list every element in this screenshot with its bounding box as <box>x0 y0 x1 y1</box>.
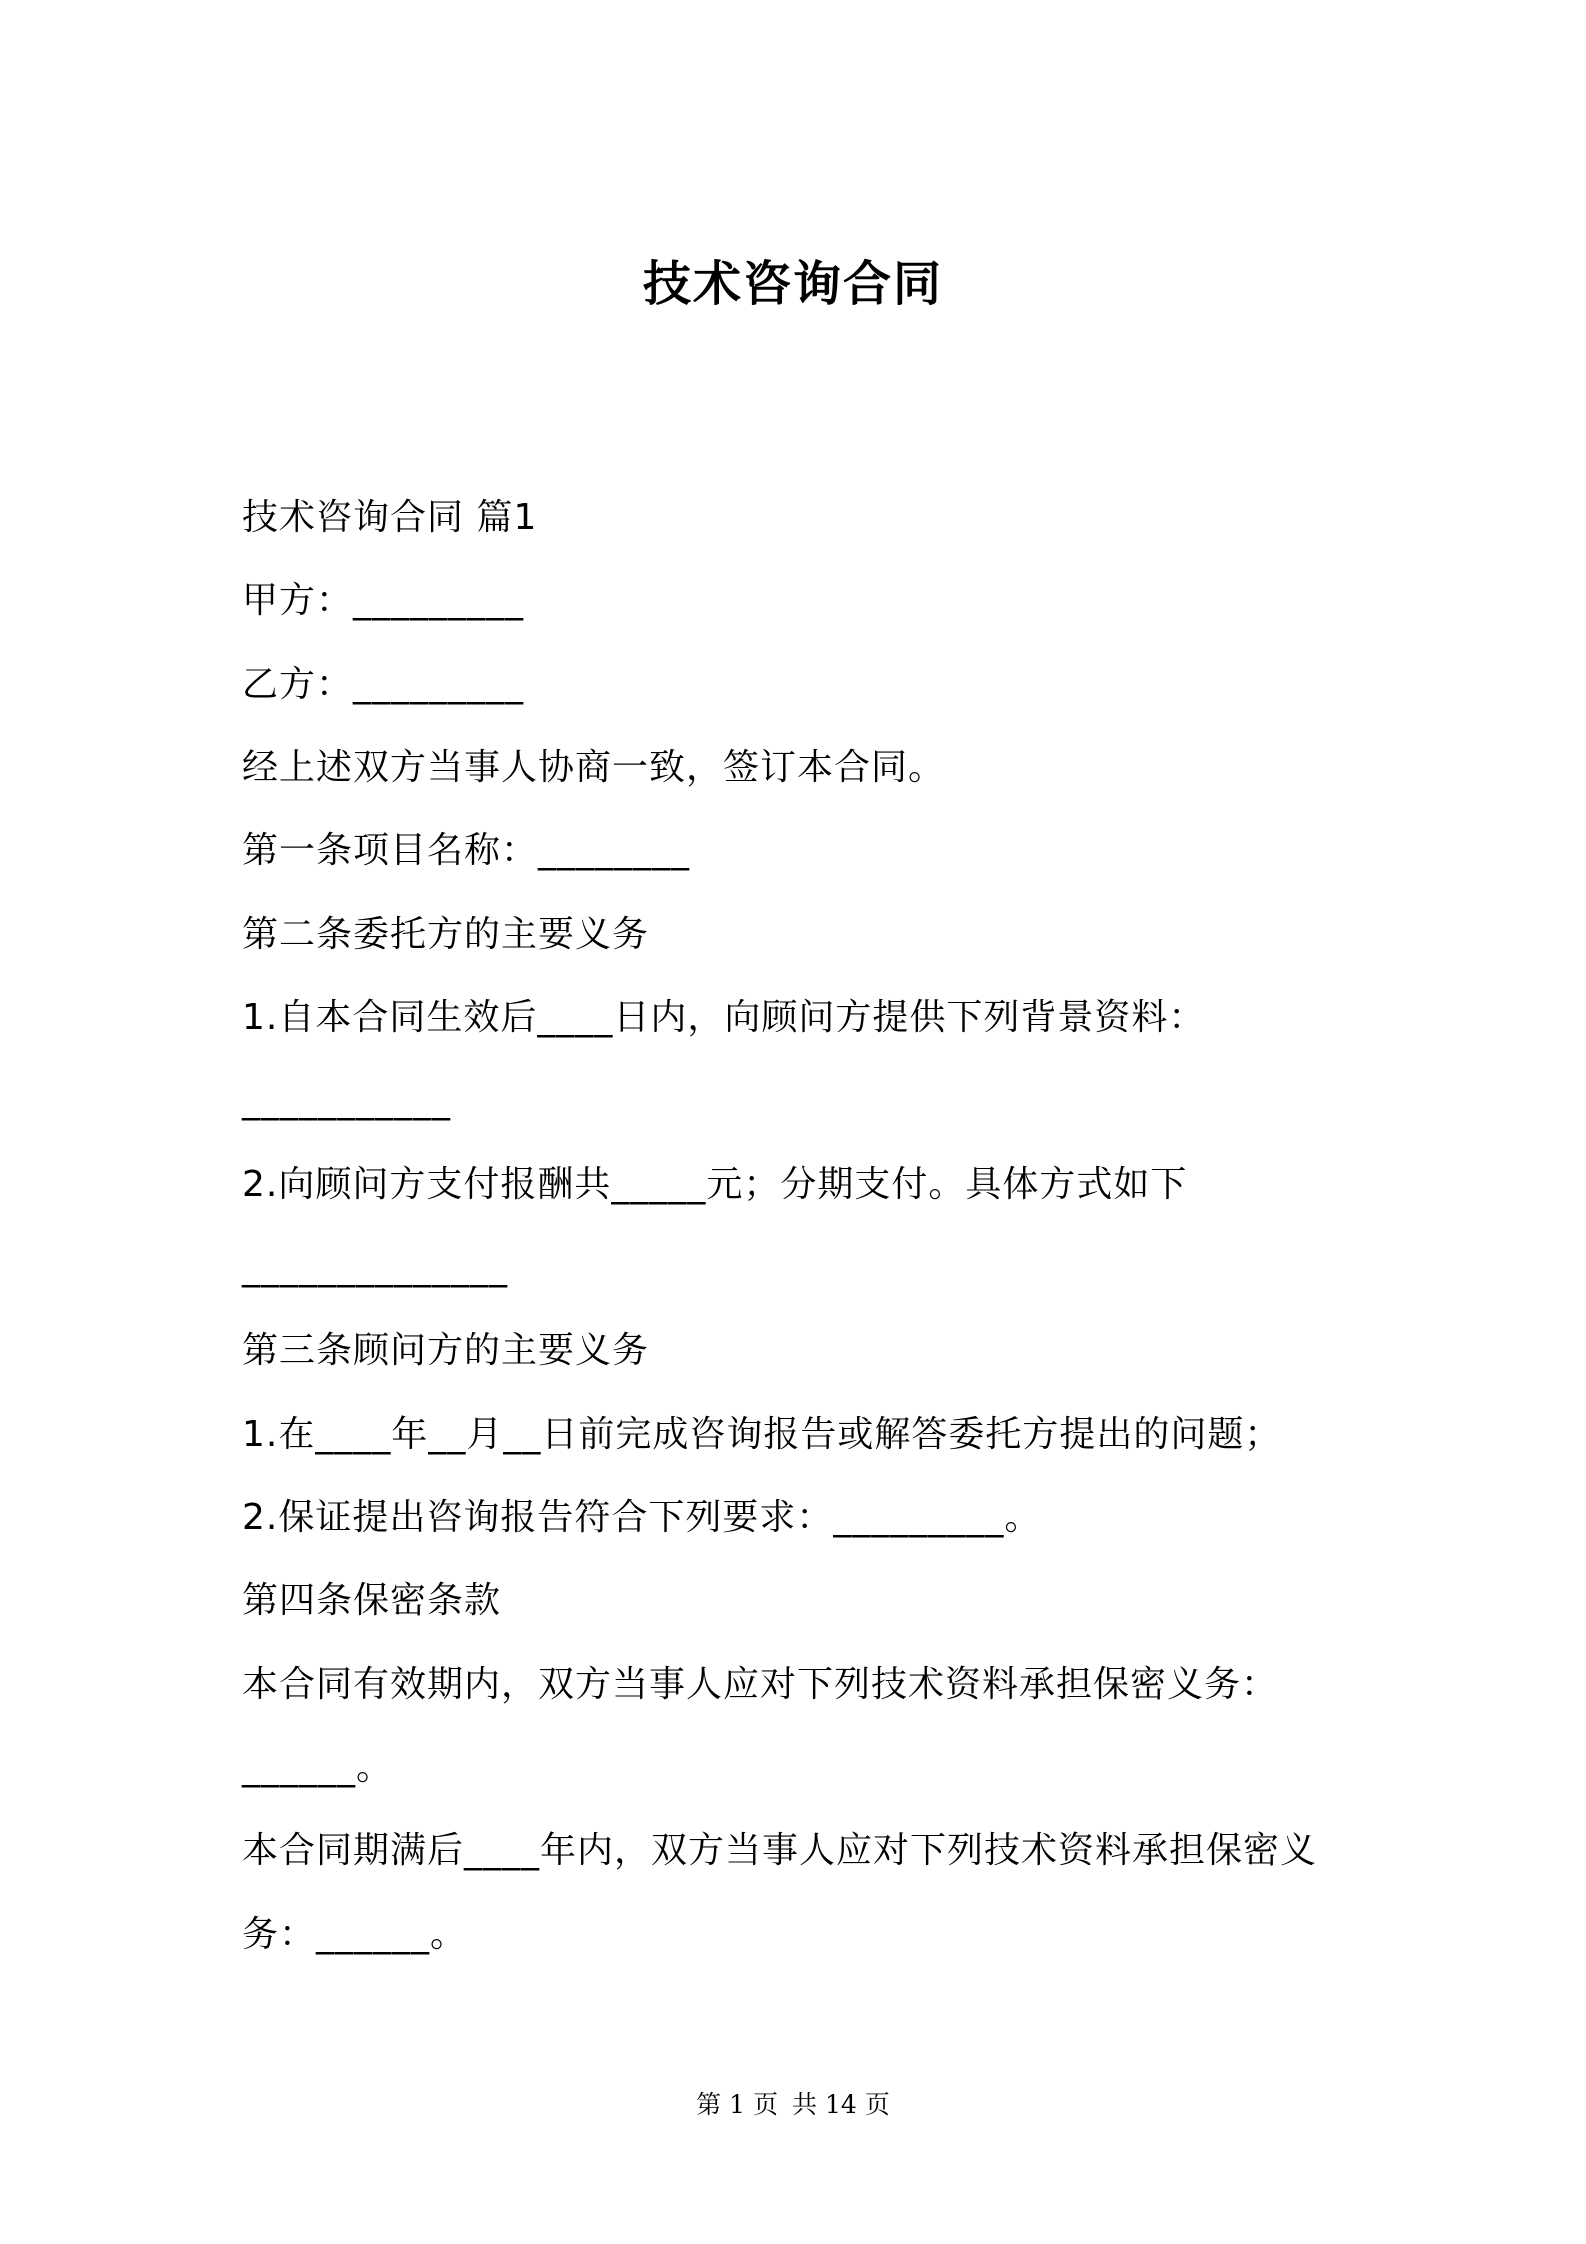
page-footer <box>0 2088 1586 2122</box>
article-1-project-name: 第一条项目名称：________ <box>242 830 691 871</box>
article-2-heading: 第二条委托方的主要义务 <box>242 914 650 955</box>
party-b-line: 乙方：_________ <box>242 664 525 705</box>
party-a-line: 甲方：_________ <box>242 580 525 621</box>
footer-prefix: 第 <box>696 2090 722 2119</box>
section-heading: 技术咨询合同 篇1 <box>242 497 538 538</box>
article-3-heading: 第三条顾问方的主要义务 <box>242 1330 650 1371</box>
article-3-item-1: 1.在____年__月__日前完成咨询报告或解答委托方提出的问题； <box>242 1414 1282 1455</box>
article-2-item-1: 1.自本合同生效后____日内，向顾问方提供下列背景资料： <box>242 997 1206 1038</box>
footer-total-pages: 14 <box>825 2090 857 2119</box>
article-4-paragraph-2: 本合同期满后____年内，双方当事人应对下列技术资料承担保密义 <box>242 1830 1318 1871</box>
article-4-paragraph-2-cont: 务：______。 <box>242 1914 468 1955</box>
article-2-item-2-blank: ______________ <box>242 1247 508 1288</box>
article-4-paragraph-1-blank: ______。 <box>242 1747 394 1788</box>
footer-current-page: 1 <box>729 2090 746 2119</box>
article-2-item-2: 2.向顾问方支付报酬共_____元；分期支付。具体方式如下 <box>242 1164 1188 1205</box>
footer-middle: 页 共 <box>753 2090 818 2119</box>
agreement-intro: 经上述双方当事人协商一致，签订本合同。 <box>242 747 946 788</box>
article-2-item-1-blank: ___________ <box>242 1080 451 1121</box>
article-4-paragraph-1: 本合同有效期内，双方当事人应对下列技术资料承担保密义务： <box>242 1664 1279 1705</box>
footer-suffix: 页 <box>864 2090 890 2119</box>
article-4-heading: 第四条保密条款 <box>242 1580 502 1621</box>
document-title: 技术咨询合同 <box>642 256 943 312</box>
article-3-item-2: 2.保证提出咨询报告符合下列要求：_________。 <box>242 1497 1042 1538</box>
